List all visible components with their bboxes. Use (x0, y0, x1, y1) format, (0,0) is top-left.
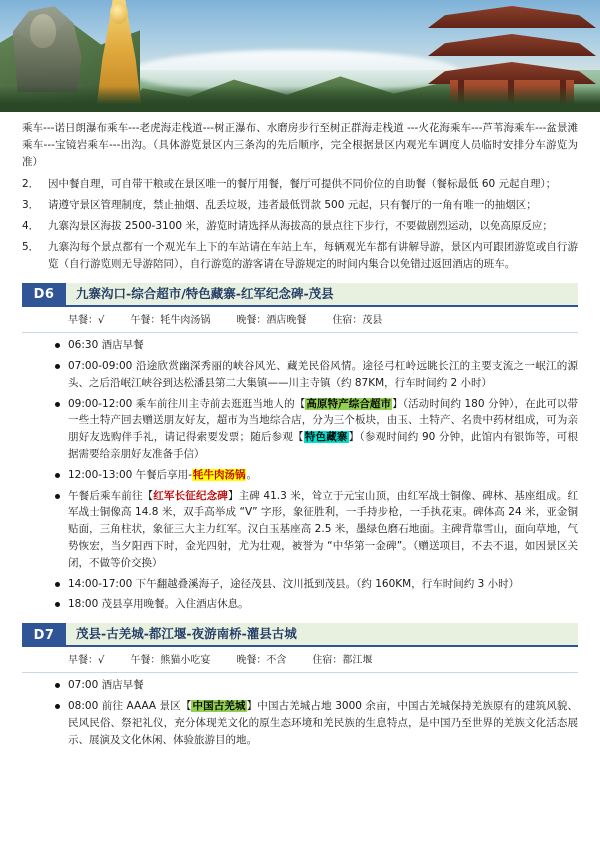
breakfast-value: √ (98, 655, 105, 667)
itinerary-item (68, 576, 578, 593)
itinerary-item (68, 337, 578, 354)
document-body (0, 112, 600, 749)
note-text: 因中餐自理，可自带干粮或在景区唯一的餐厅用餐，餐厅可提供不同价位的自助餐（餐标最低 60 元起自理）； (48, 178, 557, 190)
temple-roof-middle (428, 34, 596, 56)
item-text: 前往 AAAA 景区【中国古羌城】中国古羌城占地 3000 余亩，中国古羌城保持羌族原有的建筑风貌、民风民俗、祭祀礼仪，充分体现羌文化的原生态环境和羌民族的生息特点，是中国乃至世界的羌族文化活态展示、展演及文化休闲、体验旅游目的地。 (68, 700, 578, 746)
dinner-label: 晚餐： (236, 315, 267, 326)
hotel-value: 茂县 (362, 315, 383, 326)
note-number: 2． (22, 178, 40, 190)
numbered-notes-list (22, 176, 578, 273)
item-text: 午餐后乘车前往【红军长征纪念碑】主碑 41.3 米，耸立于元宝山顶，由红军战士铜像、碑林、基座组成。红军战士铜像高 14.8 米，双手高举成 “V” 字形，象征胜利，一手持步枪，一手执花束。碑体高 24 米，亚金铜贴面，三角柱状，象征三大主力红军。汉白玉基座高 2.5 米，墨绿色磨石地面。主碑背靠雪山，面向草地，气势恢宏，当夕阳西下时，金光四射，尤为壮观，被誉为 “中华第一金碑”。（赠送项目，不去不退，如因景区关闭，不做等价交换） (68, 489, 579, 569)
note-number: 5． (22, 241, 40, 253)
breakfast-label: 早餐： (68, 315, 98, 326)
note-item (22, 176, 578, 193)
day-badge: D6 (22, 283, 66, 307)
hotel-cell (332, 313, 382, 329)
item-time: 14:00-17:00 (68, 577, 133, 590)
giant-buddha-head (30, 14, 56, 48)
dinner-cell (236, 653, 286, 669)
highlight-red-army-monument: 红军长征纪念碑 (153, 489, 228, 502)
foreground-trees (0, 86, 600, 112)
dinner-label: 晚餐： (236, 655, 267, 667)
lunch-label: 午餐： (130, 655, 161, 667)
note-number: 4． (22, 220, 40, 232)
breakfast-cell (68, 313, 104, 329)
intro-paragraph: 乘车---诺日朗瀑布乘车---老虎海走栈道---树正瀑布、水磨房步行至树正群海走栈道 ---火花海乘车---芦苇海乘车---盆景滩乘车---宝镜岩乘车---出沟。（具体游览景区内三条沟的先后顺序，完全根据景区内观光车调度人员临时安排分车游览为准） (22, 122, 578, 168)
hero-banner-image (0, 0, 600, 112)
note-item (22, 239, 578, 273)
day-badge: D7 (22, 623, 66, 647)
note-text: 九寨沟景区海拔 2500-3100 米，游览时请选择从海拔高的景点往下步行，不要做剧烈运动，以免高原反应； (48, 220, 553, 232)
day-header-d7 (22, 623, 578, 647)
itinerary-list-d6 (22, 337, 578, 613)
breakfast-cell (68, 653, 104, 669)
item-time: 06:30 (68, 339, 99, 352)
item-time: 08:00 (68, 700, 99, 713)
itinerary-item (68, 358, 578, 392)
itinerary-item (68, 698, 578, 748)
itinerary-list-d7 (22, 677, 578, 748)
lunch-value: 牦牛肉汤锅 (160, 315, 211, 326)
note-number: 3． (22, 199, 40, 211)
breakfast-label: 早餐： (68, 655, 98, 667)
highlight-ancient-qiang-city: 中国古羌城 (192, 700, 246, 713)
note-text: 九寨沟每个景点都有一个观光车上下的车站请在车站上车，每辆观光车都有讲解导游，景区内可跟团游览或自行游览（自行游览则无导游陪同），自行游览的游客请在导游规定的时间内集合以免错过返回酒店的班车。 (48, 241, 578, 270)
item-time: 07:00 (68, 679, 99, 692)
item-time: 18:00 (68, 598, 99, 611)
day-title: 九寨沟口-综合超市/特色藏寨-红军纪念碑-茂县 (66, 283, 578, 307)
dinner-value: 不含 (266, 655, 287, 667)
item-text: 茂县享用晚餐。入住酒店休息。 (101, 598, 249, 611)
breakfast-value: √ (98, 315, 105, 326)
temple-roof-top (428, 6, 596, 28)
lunch-cell (130, 653, 210, 669)
meal-row-d7 (22, 651, 578, 673)
itinerary-item (68, 467, 578, 484)
dinner-cell (236, 313, 306, 329)
note-text: 请遵守景区管理制度，禁止抽烟、乱丢垃圾，违者最低罚款 500 元起，只有餐厅的一角有唯一的抽烟区； (48, 199, 537, 211)
note-item (22, 197, 578, 214)
item-text: 沿途欣赏幽深秀丽的峡谷风光、藏羌民俗风情。途径弓杠岭远眺长江的主要支流之一岷江的源头、之后沿岷江峡谷到达松潘县第二大集镇——川主寺镇（约 87KM，行车时间约 2 小时） (68, 359, 579, 389)
item-text: 酒店早餐 (101, 679, 144, 692)
lunch-label: 午餐： (130, 315, 161, 326)
lunch-cell (130, 313, 210, 329)
highlight-tibetan-village: 特色藏寨 (304, 431, 348, 444)
item-text: 午餐后享用-牦牛肉汤锅。 (135, 468, 257, 481)
item-text: 乘车前往川主寺前去逛逛当地人的【高原特产综合超市】（活动时间约 180 分钟），在此可以带一些土特产回去赠送朋友好友，超市为当地综合店，分为三个板块，由玉、土特产、名贵中药材组成，可为亲朋好友选购伴手礼，请记得索要发票；随后参观【特色藏寨】（参观时间约 90 分钟，此馆内有银饰等，可根据需要给亲朋好友准备手信） (68, 397, 579, 460)
dinner-value: 酒店晚餐 (266, 315, 307, 326)
highlight-yak-hotpot: 牦牛肉汤锅 (192, 468, 246, 481)
item-text: 下午翻越叠溪海子，途径茂县、汶川抵到茂县。（约 160KM，行车时间约 3 小时） (135, 577, 520, 590)
day-header-d6 (22, 283, 578, 307)
highlight-supermarket: 高原特产综合超市 (306, 397, 392, 410)
hotel-value: 都江堰 (342, 655, 373, 667)
hotel-label: 住宿： (332, 315, 363, 326)
meal-row-d6 (22, 311, 578, 333)
note-item (22, 218, 578, 235)
golden-buddha-head (110, 2, 128, 24)
item-time: 12:00-13:00 (68, 468, 133, 481)
item-text: 酒店早餐 (101, 339, 144, 352)
itinerary-item (68, 396, 578, 463)
itinerary-item (68, 596, 578, 613)
day-title: 茂县-古羌城-都江堰-夜游南桥-灌县古城 (66, 623, 578, 647)
item-time: 09:00-12:00 (68, 397, 133, 410)
hotel-label: 住宿： (312, 655, 343, 667)
item-time: 07:00-09:00 (68, 359, 133, 372)
lunch-value: 熊猫小吃宴 (160, 655, 211, 667)
itinerary-item (68, 677, 578, 694)
itinerary-item (68, 488, 578, 572)
hotel-cell (312, 653, 372, 669)
